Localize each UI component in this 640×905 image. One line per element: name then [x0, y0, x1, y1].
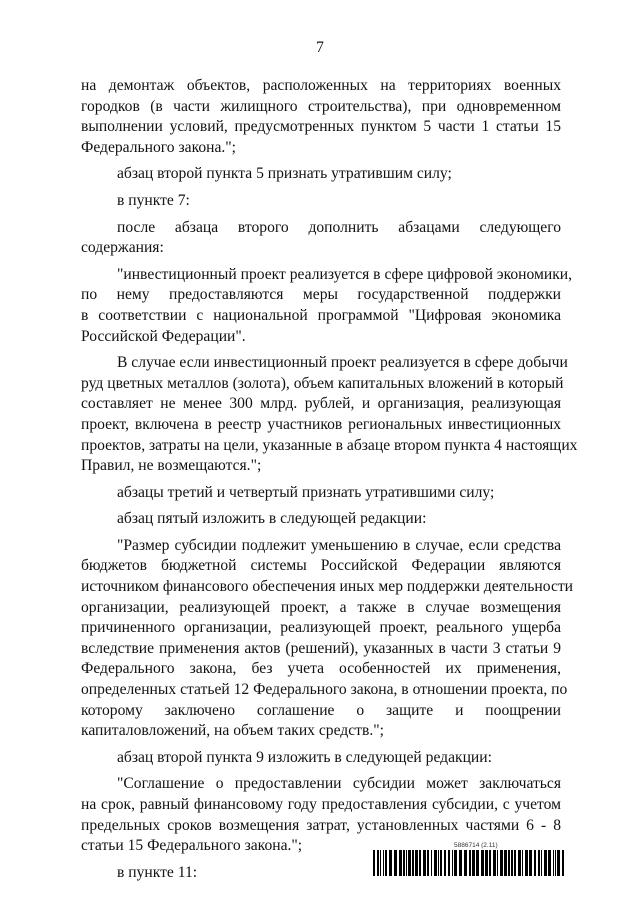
- text-line: Федерального закона.";: [81, 138, 237, 156]
- text-line: организации, реализующей проект, а также в случае возмещения: [81, 598, 561, 616]
- text-line: которому заключено соглашение о защите и поощрении: [81, 701, 561, 719]
- text-line: после абзаца второго дополнить абзацами следующего: [117, 218, 561, 236]
- text-line: городков (в части жилищного строительства), при одновременном: [81, 97, 561, 115]
- text-line: "инвестиционный проект реализуется в сфере цифровой экономики,: [117, 265, 573, 283]
- text-line: на срок, равный финансовому году предоставления субсидии, с учетом: [81, 796, 561, 813]
- text-line: выполнении условий, предусмотренных пунктом 5 части 1 статьи 15: [81, 118, 561, 136]
- text-line: "Соглашение о предоставлении субсидии может заключаться: [117, 775, 561, 793]
- text-line: Правил, не возмещаются.";: [81, 457, 262, 475]
- document-body: [81, 76, 578, 883]
- text-line: предельных сроков возмещения затрат, установленных частями 6 - 8: [81, 816, 561, 834]
- text-line: абзац второй пункта 5 признать утратившим силу;: [117, 165, 452, 183]
- text-line: на демонтаж объектов, расположенных на территориях военных: [81, 77, 561, 94]
- text-line: в пункте 11:: [117, 863, 198, 881]
- text-line: руд цветных металлов (золота), объем капитальных вложений в который: [81, 374, 564, 392]
- text-line: "Размер субсидии подлежит уменьшению в случае, если средства: [117, 536, 561, 554]
- text-line: В случае если инвестиционный проект реализуется в сфере добычи: [117, 354, 568, 372]
- text-line: проектов, затраты на цели, указанные в абзаце втором пункта 4 настоящих: [81, 436, 578, 454]
- text-line: по нему предоставляются меры государственной поддержки: [81, 286, 561, 304]
- text-line: абзац пятый изложить в следующей редакции:: [117, 510, 427, 528]
- text-line: проект, включена в реестр участников региональных инвестиционных: [81, 415, 561, 433]
- barcode-label: 5886714 (2.11): [454, 842, 498, 849]
- text-line: Российской Федерации".: [81, 327, 246, 345]
- barcode-image: [373, 850, 565, 876]
- text-line: в соответствии с национальной программой "Цифровая экономика: [81, 306, 561, 324]
- text-line: капиталовложений, на объем таких средств.";: [81, 722, 384, 740]
- text-line: абзацы третий и четвертый признать утратившими силу;: [117, 483, 495, 501]
- text-line: Федерального закона, без учета особенностей их применения,: [81, 660, 561, 678]
- text-line: вследствие применения актов (решений), указанных в части 3 статьи 9: [81, 639, 561, 657]
- page-number: 7: [316, 39, 324, 56]
- text-line: бюджетов бюджетной системы Российской Федерации являются: [81, 557, 561, 575]
- text-line: определенных статьей 12 Федерального закона, в отношении проекта, по: [81, 681, 568, 699]
- text-line: составляет не менее 300 млрд. рублей, и организация, реализующая: [81, 395, 561, 413]
- text-line: содержания:: [81, 239, 164, 257]
- text-line: абзац второй пункта 9 изложить в следующей редакции:: [117, 748, 492, 766]
- text-line: причиненного организации, реализующей проект, реального ущерба: [81, 619, 561, 637]
- text-line: статьи 15 Федерального закона.";: [81, 837, 303, 855]
- text-line: в пункте 7:: [117, 191, 190, 209]
- text-line: источником финансового обеспечения иных мер поддержки деятельности: [81, 578, 574, 596]
